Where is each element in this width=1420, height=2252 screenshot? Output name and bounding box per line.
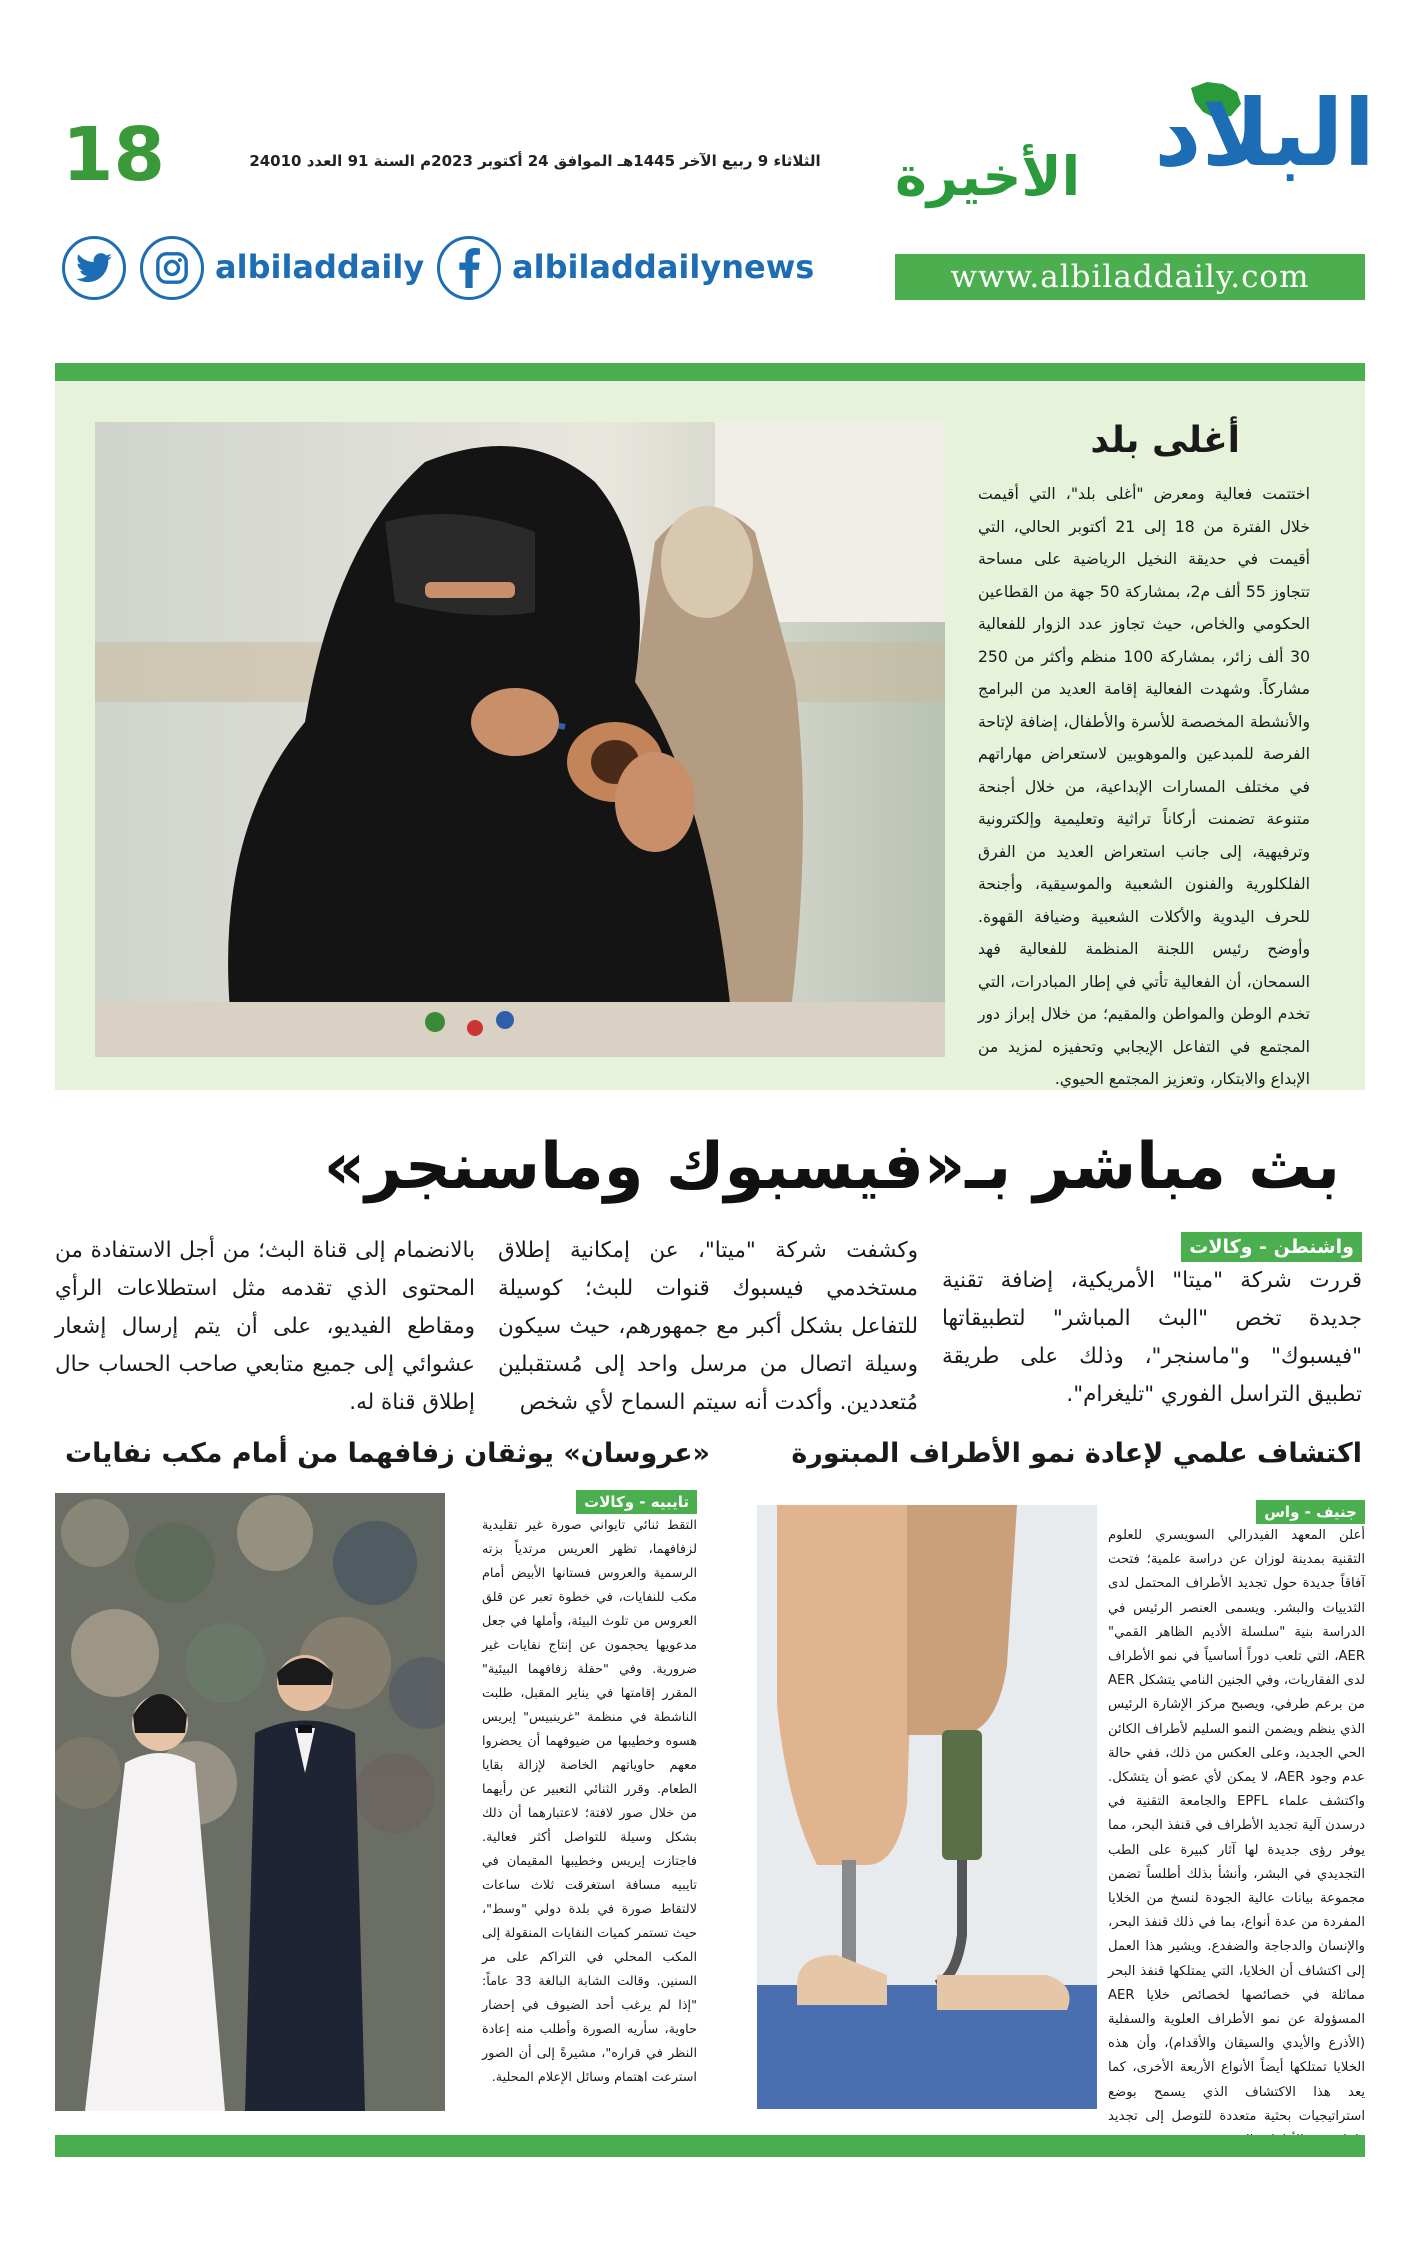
artisan-painting-pottery-image: [95, 422, 945, 1057]
main-article-text-col1: قررت شركة "ميتا" الأمريكية، إضافة تقنية جديدة تخص "البث المباشر" لتطبيقاتها "فيسبوك" و"ماسنجر"، وذلك على طريقة تطبيق التراسل الفوري "تليغرام".: [942, 1268, 1362, 1407]
page-number: 18: [62, 112, 165, 198]
dateline-tag: واشنطن - وكالات: [1181, 1232, 1362, 1262]
feature-photo[interactable]: [95, 422, 945, 1057]
science-article-text: أعلن المعهد الفيدرالي السويسري للعلوم التقنية بمدينة لوزان عن دراسة علمية؛ فتحت آفاقاً جديدة حول تجديد الأطراف المحتمل لدى الثدييات والبشر. ويسمى العنصر الرئيس في الدراسة بنية "سلسلة الأديم الظاهر القمي" AER، التي تلعب دوراً أساسياً في نمو الأطراف لدى الفقاريات، وفي الجنين النامي يتشكل AER من برعم طرفي، ويصبح مركز الإشارة الرئيس الذي ينظم ويضمن النمو السليم لأطراف الكائن الحي الجديد، وعلى العكس من ذلك، ففي حالة عدم وجود AER، لا يمكن لأي عضو أن يتشكل. واكتشف علماء EPFL والجامعة التقنية في درسدن آلية تجديد الأطراف في قنفذ البحر، مما يوفر رؤى جديدة لها آثار كبيرة على الطب التجديدي في البشر، وأنشأ بذلك أطلساً تضمن مجموعة بيانات عالية الجودة لنسخ من الخلايا المفردة من عدة أنواع، بما في ذلك قنفذ البحر، والإنسان والدجاجة والضفدع. ويشير هذا العمل إلى اكتشاف أن الخلايا، التي يمتلكها قنفذ البحر مماثلة في خصائصها لخصائص خلايا AER المسؤولة عن نمو الأطراف العلوية والسفلية (الأذرع والأيدي والسيقان والأقدام)، وأن هذه الخلايا تمتلكها أيضاً الأنواع الأربعة الأخرى، كما يعد هذا الاكتشاف الذي يسمح بوضع استراتيجيات بحثية متعددة للتوصل إلى تجديد: [1108, 1528, 1365, 2124]
main-article-col1: [942, 1232, 1362, 1414]
prosthetic-legs-photo[interactable]: [757, 1505, 1097, 2109]
wedding-article: [482, 1490, 697, 2090]
main-headline: بث مباشر بـ«فيسبوك وماسنجر»: [323, 1130, 1340, 1204]
twitter-icon[interactable]: [62, 236, 126, 300]
logo-wordmark: البلاد: [1154, 80, 1375, 187]
facebook-icon[interactable]: [437, 236, 501, 300]
website-url[interactable]: www.albiladdaily.com: [895, 254, 1365, 300]
science-article: [1108, 1500, 1365, 2153]
instagram-twitter-handle[interactable]: albiladdaily: [215, 248, 425, 286]
main-article-text-col2: وكشفت شركة "ميتا"، عن إمكانية إطلاق مستخدمي فيسبوك قنوات للبث؛ كوسيلة للتفاعل بشكل أكبر مع جمهورهم، حيث سيكون وسيلة اتصال من مرسل واحد إلى مُستقبلين مُتعددين. وأكدت أنه سيتم السماح لأي شخص: [498, 1238, 918, 1415]
prosthetic-legs-image: [757, 1505, 1097, 2109]
wedding-headline: «عروسان» يوثقان زفافهما من أمام مكب نفايات: [65, 1438, 710, 1469]
feature-headline: أغلى بلد: [1090, 420, 1240, 461]
instagram-icon[interactable]: [140, 236, 204, 300]
footer-bar: [55, 2135, 1365, 2157]
wedding-article-text: التقط ثنائي تايواني صورة غير تقليدية لزفافهما، تظهر العريس مرتدياً بزته الرسمية والعروس فستانها الأبيض أمام مكب للنفايات، في خطوة تعبر عن قلق العروس من تلوث البيئة، وأملها في جعل مدعويها يحجمون عن إنتاج نفايات غير ضرورية. وفي "حفلة زفافهما البيئية" المقرر إقامتها في يناير المقبل، طلبت الناشطة في منظمة "غرينبيس" إيريس هسوه وخطيبها من ضيوفهما أن يحضروا معهم حاوياتهم الخاصة لإزالة بقايا الطعام. وقرر الثنائي التعبير عن رأيهما من خلال صور لافتة؛ لاعتبارهما أن ذلك بشكل وسيلة للتواصل أكثر فعالية. فاجتازت إيريس وخطيبها المقيمان في تايبيه مسافة استغرقت ثلاث ساعات لالتقاط صورة في بلدة دولي "وسط"، حيث تستمر كميات النفايات المنقولة إلى المكب المحلي في التراكم على مر السنين. وقالت الشابة البالغة 33 عاماً: "إذا لم يرغب أحد الضيوف في إحضار حاوية، سأريه الصورة وأطلب منه إعادة النظر في قراره"، مشيرةً إلى أن الصور استرعت اهتمام وسائل الإعلام المحلية.: [482, 1518, 697, 2085]
science-headline: اكتشاف علمي لإعادة نمو الأطراف المبتورة: [791, 1438, 1362, 1469]
newspaper-logo[interactable]: [895, 80, 1375, 238]
wedding-photo[interactable]: [55, 1493, 445, 2111]
dateline-tag: جنيف - واس: [1256, 1500, 1365, 1524]
dateline-tag: تايبيه - وكالات: [576, 1490, 697, 1514]
couple-at-landfill-image: [55, 1493, 445, 2111]
logo-section-name: الأخيرة: [895, 145, 1081, 208]
feature-article-text: اختتمت فعالية ومعرض "أغلى بلد"، التي أقيمت خلال الفترة من 18 إلى 21 أكتوبر الحالي، التي أقيمت في حديقة النخيل الرياضية على مساحة تتجاوز 55 ألف م2، بمشاركة 50 جهة من القطاعين الحكومي والخاص، حيث تجاوز عدد الزوار للفعالية 30 ألف زائر، بمشاركة 100 منظم وأكثر من 250 مشاركاً. وشهدت الفعالية إقامة العديد من البرامج والأنشطة المخصصة للأسرة والأطفال، إضافة لإتاحة الفرصة للمبدعين والموهوبين لاستعراض مهاراتهم في مختلف المسارات الإبداعية، من خلال أجنحة متنوعة تضمنت أركاناً تراثية وتعليمية وإلكترونية وترفيهية، إلى جانب استعراض العديد من الفرق الفلكلورية والفنون الشعبية والموسيقية، وأجنحة للحرف اليدوية والأكلات الشعبية وضيافة القهوة. وأوضح رئيس اللجنة المنظمة للفعالية فهد السمحان، أن الفعالية تأتي في إطار المبادرات، التي تخدم الوطن والمواطن والمقيم؛ من خلال إبراز دور المجتمع في التفاعل الإيجابي وتحفيزه لمزيد من الإبداع والابتكار، وتعزيز المجتمع الحيوي.: [978, 485, 1310, 1088]
facebook-handle[interactable]: albiladdailynews: [512, 248, 815, 286]
main-article-text-col3: بالانضمام إلى قناة البث؛ من أجل الاستفادة من المحتوى الذي تقدمه مثل استطلاعات الرأي ومقاطع الفيديو، على أن يتم إرسال إشعار عشوائي إلى جميع متابعي صاحب الحساب حال إطلاق قناة له.: [55, 1238, 475, 1415]
issue-dateline: الثلاثاء 9 ربيع الآخر 1445هـ الموافق 24 أكتوبر 2023م السنة 91 العدد 24010: [249, 152, 821, 170]
